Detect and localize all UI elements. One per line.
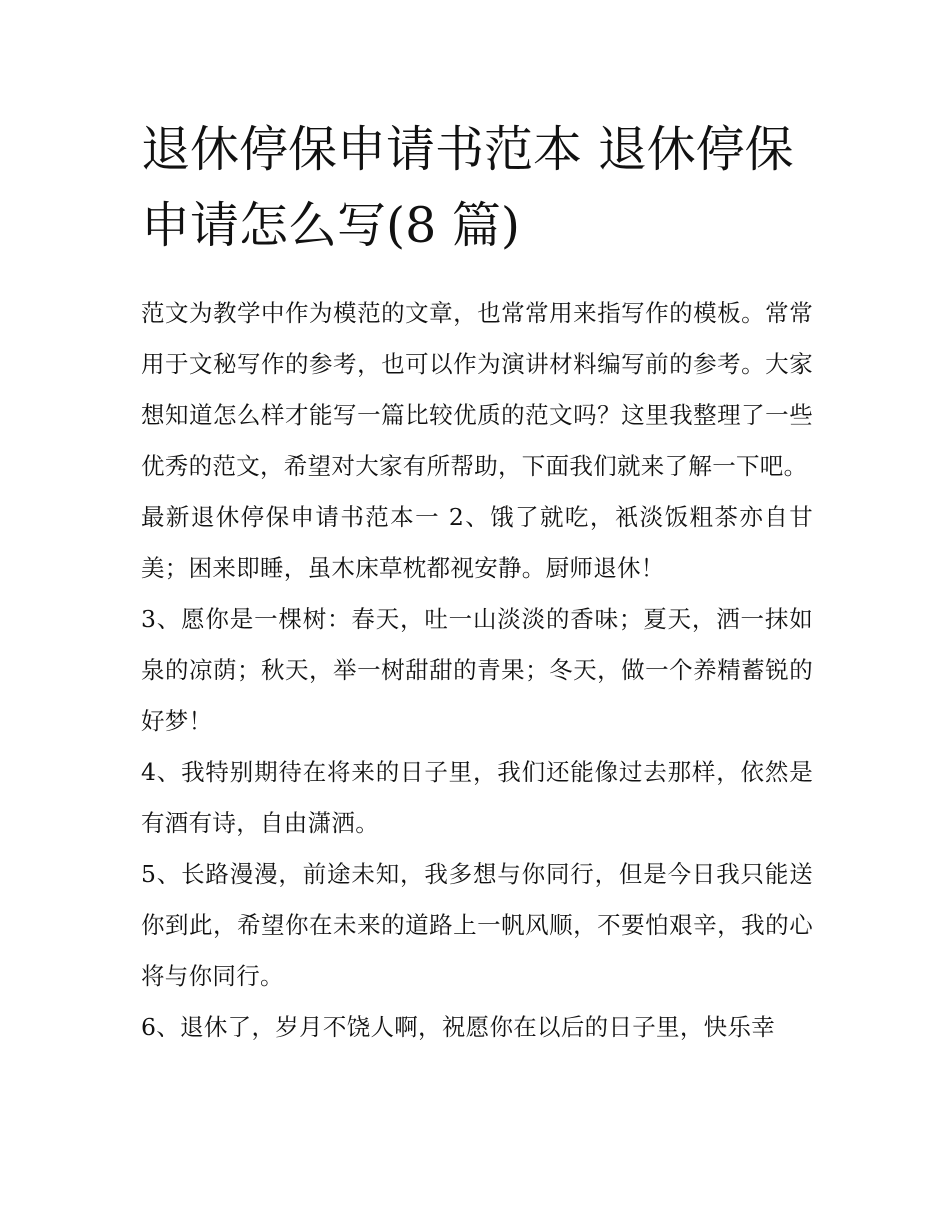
paragraph-item-6: 6、退休了，岁月不饶人啊，祝愿你在以后的日子里，快乐幸 <box>141 1013 776 1041</box>
document-title: 退休停保申请书范本 退休停保申请怎么写(8 篇) <box>141 121 794 254</box>
paragraph-item-3: 3、愿你是一棵树：春天，吐一山淡淡的香味；夏天，洒一抹如泉的凉荫；秋天，举一树甜甜的青果；冬天，做一个养精蓄锐的好梦！ <box>141 605 813 735</box>
document-page <box>141 112 813 1053</box>
document-body <box>141 288 813 1053</box>
paragraph-item-5: 5、长路漫漫，前途未知，我多想与你同行，但是今日我只能送你到此，希望你在未来的道路上一帆风顺，不要怕艰辛，我的心将与你同行。 <box>141 860 813 990</box>
paragraph-item-4: 4、我特别期待在将来的日子里，我们还能像过去那样，依然是有酒有诗，自由潇洒。 <box>141 758 813 837</box>
paragraph-item-2: 最新退休停保申请书范本一 2、饿了就吃，衹淡饭粗茶亦自甘美；困来即睡，虽木床草枕都视安静。厨师退休！ <box>141 503 813 582</box>
intro-paragraph: 范文为教学中作为模范的文章，也常常用来指写作的模板。常常用于文秘写作的参考，也可以作为演讲材料编写前的参考。大家想知道怎么样才能写一篇比较优质的范文吗？这里我整理了一些优秀的范文，希望对大家有所帮助，下面我们就来了解一下吧。 <box>141 299 813 480</box>
